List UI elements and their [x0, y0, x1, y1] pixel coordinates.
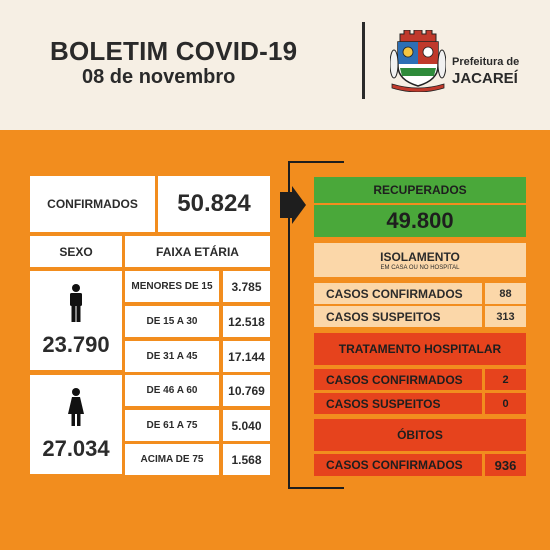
- jacarei-crest-icon: [390, 30, 446, 92]
- age-row-label: MENORES DE 15: [125, 271, 219, 302]
- tratamento-confirmados-value: 2: [485, 369, 526, 390]
- isolamento-confirmados-label: CASOS CONFIRMADOS: [314, 283, 482, 304]
- isolamento-suspeitos-label: CASOS SUSPEITOS: [314, 306, 482, 327]
- age-row-label: DE 61 A 75: [125, 410, 219, 441]
- tratamento-header: TRATAMENTO HOSPITALAR: [314, 333, 526, 365]
- age-row-value: 5.040: [223, 410, 270, 441]
- obitos-confirmados-value: 936: [485, 454, 526, 476]
- female-count: 27.034: [42, 435, 110, 461]
- obitos-header: ÓBITOS: [314, 419, 526, 451]
- city-name: JACAREÍ: [452, 70, 518, 87]
- isolamento-label: ISOLAMENTO: [380, 249, 460, 264]
- male-count: 23.790: [42, 331, 110, 357]
- age-row-value: 12.518: [223, 306, 270, 337]
- age-row-value: 10.769: [223, 375, 270, 406]
- sexo-female-cell: [30, 375, 122, 474]
- sexo-header: SEXO: [30, 236, 122, 267]
- header: [0, 0, 550, 130]
- prefeitura-label: Prefeitura de: [452, 56, 520, 68]
- female-person-icon: [67, 388, 85, 426]
- isolamento-sublabel: EM CASA OU NO HOSPITAL: [380, 264, 460, 271]
- tratamento-suspeitos-value: 0: [485, 393, 526, 414]
- confirmados-label: CONFIRMADOS: [30, 176, 155, 232]
- tratamento-confirmados-label: CASOS CONFIRMADOS: [314, 369, 482, 390]
- male-person-icon: [68, 284, 84, 322]
- age-row-label: DE 31 A 45: [125, 341, 219, 372]
- bulletin-date: 08 de novembro: [82, 66, 236, 88]
- recuperados-value: 49.800: [314, 205, 526, 237]
- tratamento-suspeitos-label: CASOS SUSPEITOS: [314, 393, 482, 414]
- sexo-male-cell: [30, 271, 122, 370]
- age-row-label: ACIMA DE 75: [125, 444, 219, 475]
- age-row-value: 3.785: [223, 271, 270, 302]
- bulletin-title: BOLETIM COVID-19: [50, 36, 298, 66]
- confirmados-value: 50.824: [158, 176, 270, 232]
- isolamento-suspeitos-value: 313: [485, 306, 526, 327]
- age-row-label: DE 15 A 30: [125, 306, 219, 337]
- recuperados-label: RECUPERADOS: [314, 177, 526, 203]
- header-divider: [362, 22, 365, 99]
- obitos-confirmados-label: CASOS CONFIRMADOS: [314, 454, 482, 476]
- isolamento-header: [314, 243, 526, 277]
- isolamento-confirmados-value: 88: [485, 283, 526, 304]
- age-row-value: 17.144: [223, 341, 270, 372]
- faixa-etaria-header: FAIXA ETÁRIA: [125, 236, 270, 267]
- age-row-label: DE 46 A 60: [125, 375, 219, 406]
- age-row-value: 1.568: [223, 444, 270, 475]
